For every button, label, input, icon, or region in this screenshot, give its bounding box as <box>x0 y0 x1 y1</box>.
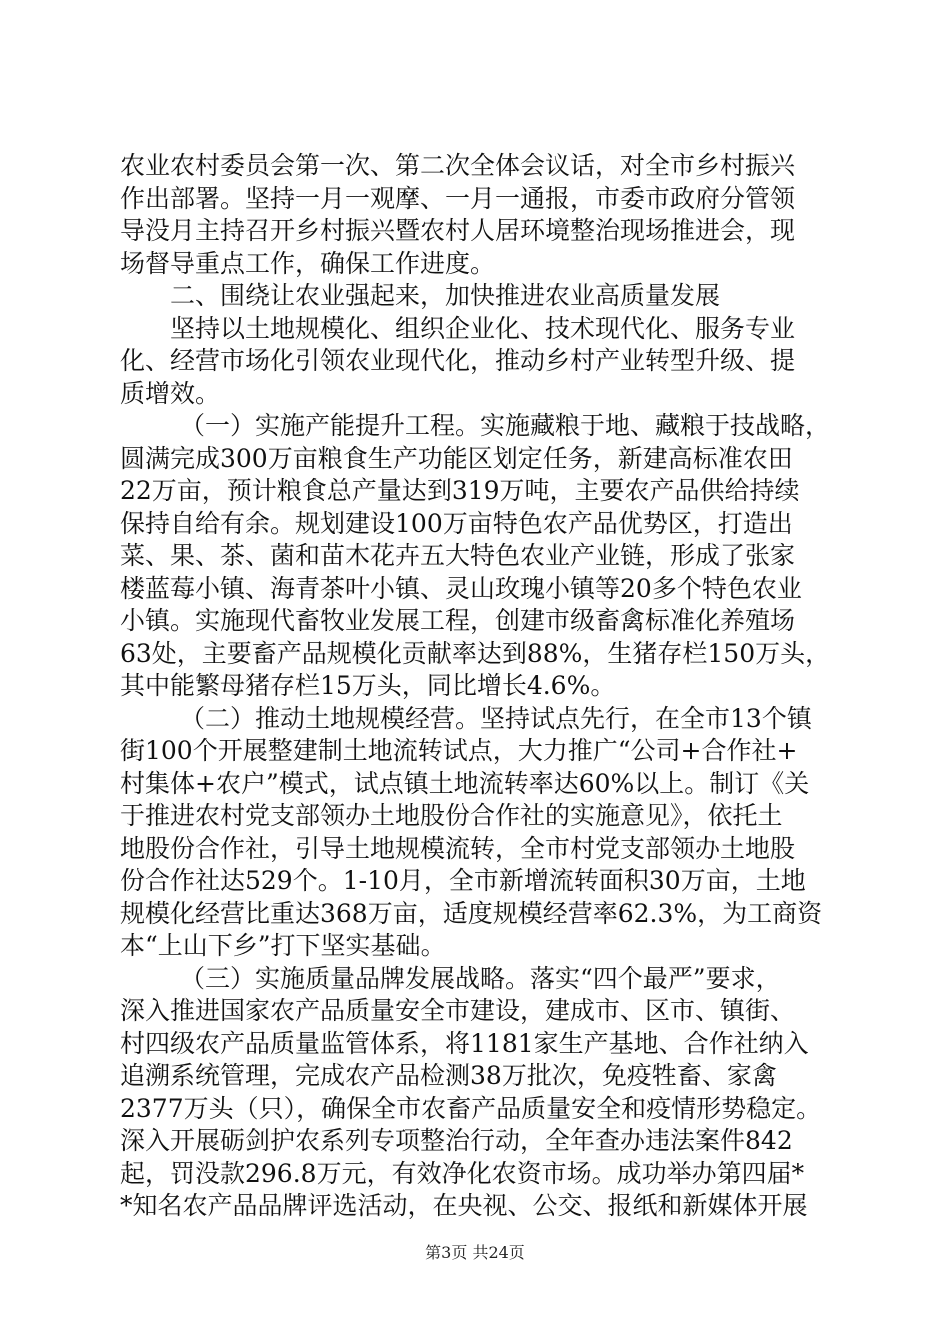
text-line: 2377万头（只），确保全市农畜产品质量安全和疫情形势稳定。 <box>120 1093 822 1123</box>
paragraph-intro-continuation <box>120 150 832 280</box>
text-line: *知名农产品品牌评选活动，在央视、公交、报纸和新媒体开展 <box>120 1191 808 1220</box>
text-line: 坚持以土地规模化、组织企业化、技术现代化、服务专业 <box>170 313 796 343</box>
text-line: 本“上山下乡”打下坚实基础。 <box>120 931 446 960</box>
text-line: 63处，主要畜产品规模化贡献率达到88%，生猪存栏150万头， <box>120 638 831 668</box>
text-line: 街100个开展整建制土地流转试点，大力推广“公司+合作社+ <box>120 736 798 765</box>
text-line: 化、经营市场化引领农业现代化，推动乡村产业转型升级、提 <box>120 346 796 375</box>
page-number-footer: 第3页 共24页 <box>425 1243 525 1262</box>
text-line: 保持自给有余。规划建设100万亩特色农产品优势区，打造出 <box>120 508 793 538</box>
text-line: 农业农村委员会第一次、第二次全体会议话，对全市乡村振兴 <box>120 151 796 180</box>
text-line: 起，罚没款296.8万元，有效净化农资市场。成功举办第四届* <box>120 1158 805 1188</box>
text-line: 22万亩，预计粮食总产量达到319万吨，主要农产品供给持续 <box>120 476 800 505</box>
text-line: 规模化经营比重达368万亩，适度规模经营率62.3%，为工商资 <box>120 898 823 928</box>
text-line: 于推进农村党支部领办土地股份合作社的实施意见》，依托土 <box>120 801 783 830</box>
text-line: 地股份合作社，引导土地规模流转，全市村党支部领办土地股 <box>120 833 796 863</box>
text-line: 作出部署。坚持一月一观摩、一月一通报，市委市政府分管领 <box>120 183 796 213</box>
text-line: （三）实施质量品牌发展战略。落实“四个最严”要求， <box>180 963 781 993</box>
text-line: 质增效。 <box>120 378 221 408</box>
paragraph-overview <box>120 313 832 411</box>
text-line: 小镇。实施现代畜牧业发展工程，创建市级畜禽标准化养殖场 <box>120 606 796 635</box>
section-heading: 二、围绕让农业强起来，加快推进农业高质量发展 <box>170 281 721 310</box>
text-line: 深入开展砺剑护农系列专项整治行动，全年查办违法案件842 <box>120 1126 793 1155</box>
text-line: 深入推进国家农产品质量安全市建设，建成市、区市、镇街、 <box>120 996 796 1025</box>
text-line: （一）实施产能提升工程。实施藏粮于地、藏粮于技战略， <box>180 411 831 440</box>
document-body <box>120 150 832 1223</box>
text-line: （二）推动土地规模经营。坚持试点先行，在全市13个镇 <box>180 703 812 733</box>
paragraph-capacity <box>120 410 832 703</box>
text-line: 楼蓝莓小镇、海青茶叶小镇、灵山玫瑰小镇等20多个特色农业 <box>120 573 802 603</box>
text-line: 村四级农产品质量监管体系，将1181家生产基地、合作社纳入 <box>120 1028 809 1058</box>
text-line: 菜、果、茶、菌和苗木花卉五大特色农业产业链，形成了张家 <box>120 541 796 570</box>
section-heading-agriculture <box>120 280 832 313</box>
paragraph-land-scale <box>120 703 832 963</box>
text-line: 追溯系统管理，完成农产品检测38万批次，免疫牲畜、家禽 <box>120 1061 777 1090</box>
text-line: 场督导重点工作，确保工作进度。 <box>120 248 496 278</box>
text-line: 份合作社达529个。1-10月，全市新增流转面积30万亩，土地 <box>120 866 806 895</box>
text-line: 村集体+农户”模式，试点镇土地流转率达60%以上。制订《关 <box>120 768 810 798</box>
text-line: 导没月主持召开乡村振兴暨农村人居环境整治现场推进会，现 <box>120 216 796 245</box>
paragraph-quality-brand <box>120 963 832 1223</box>
text-line: 其中能繁母猪存栏15万头，同比增长4.6%。 <box>120 671 616 700</box>
text-line: 圆满完成300万亩粮食生产功能区划定任务，新建高标准农田 <box>120 443 793 473</box>
